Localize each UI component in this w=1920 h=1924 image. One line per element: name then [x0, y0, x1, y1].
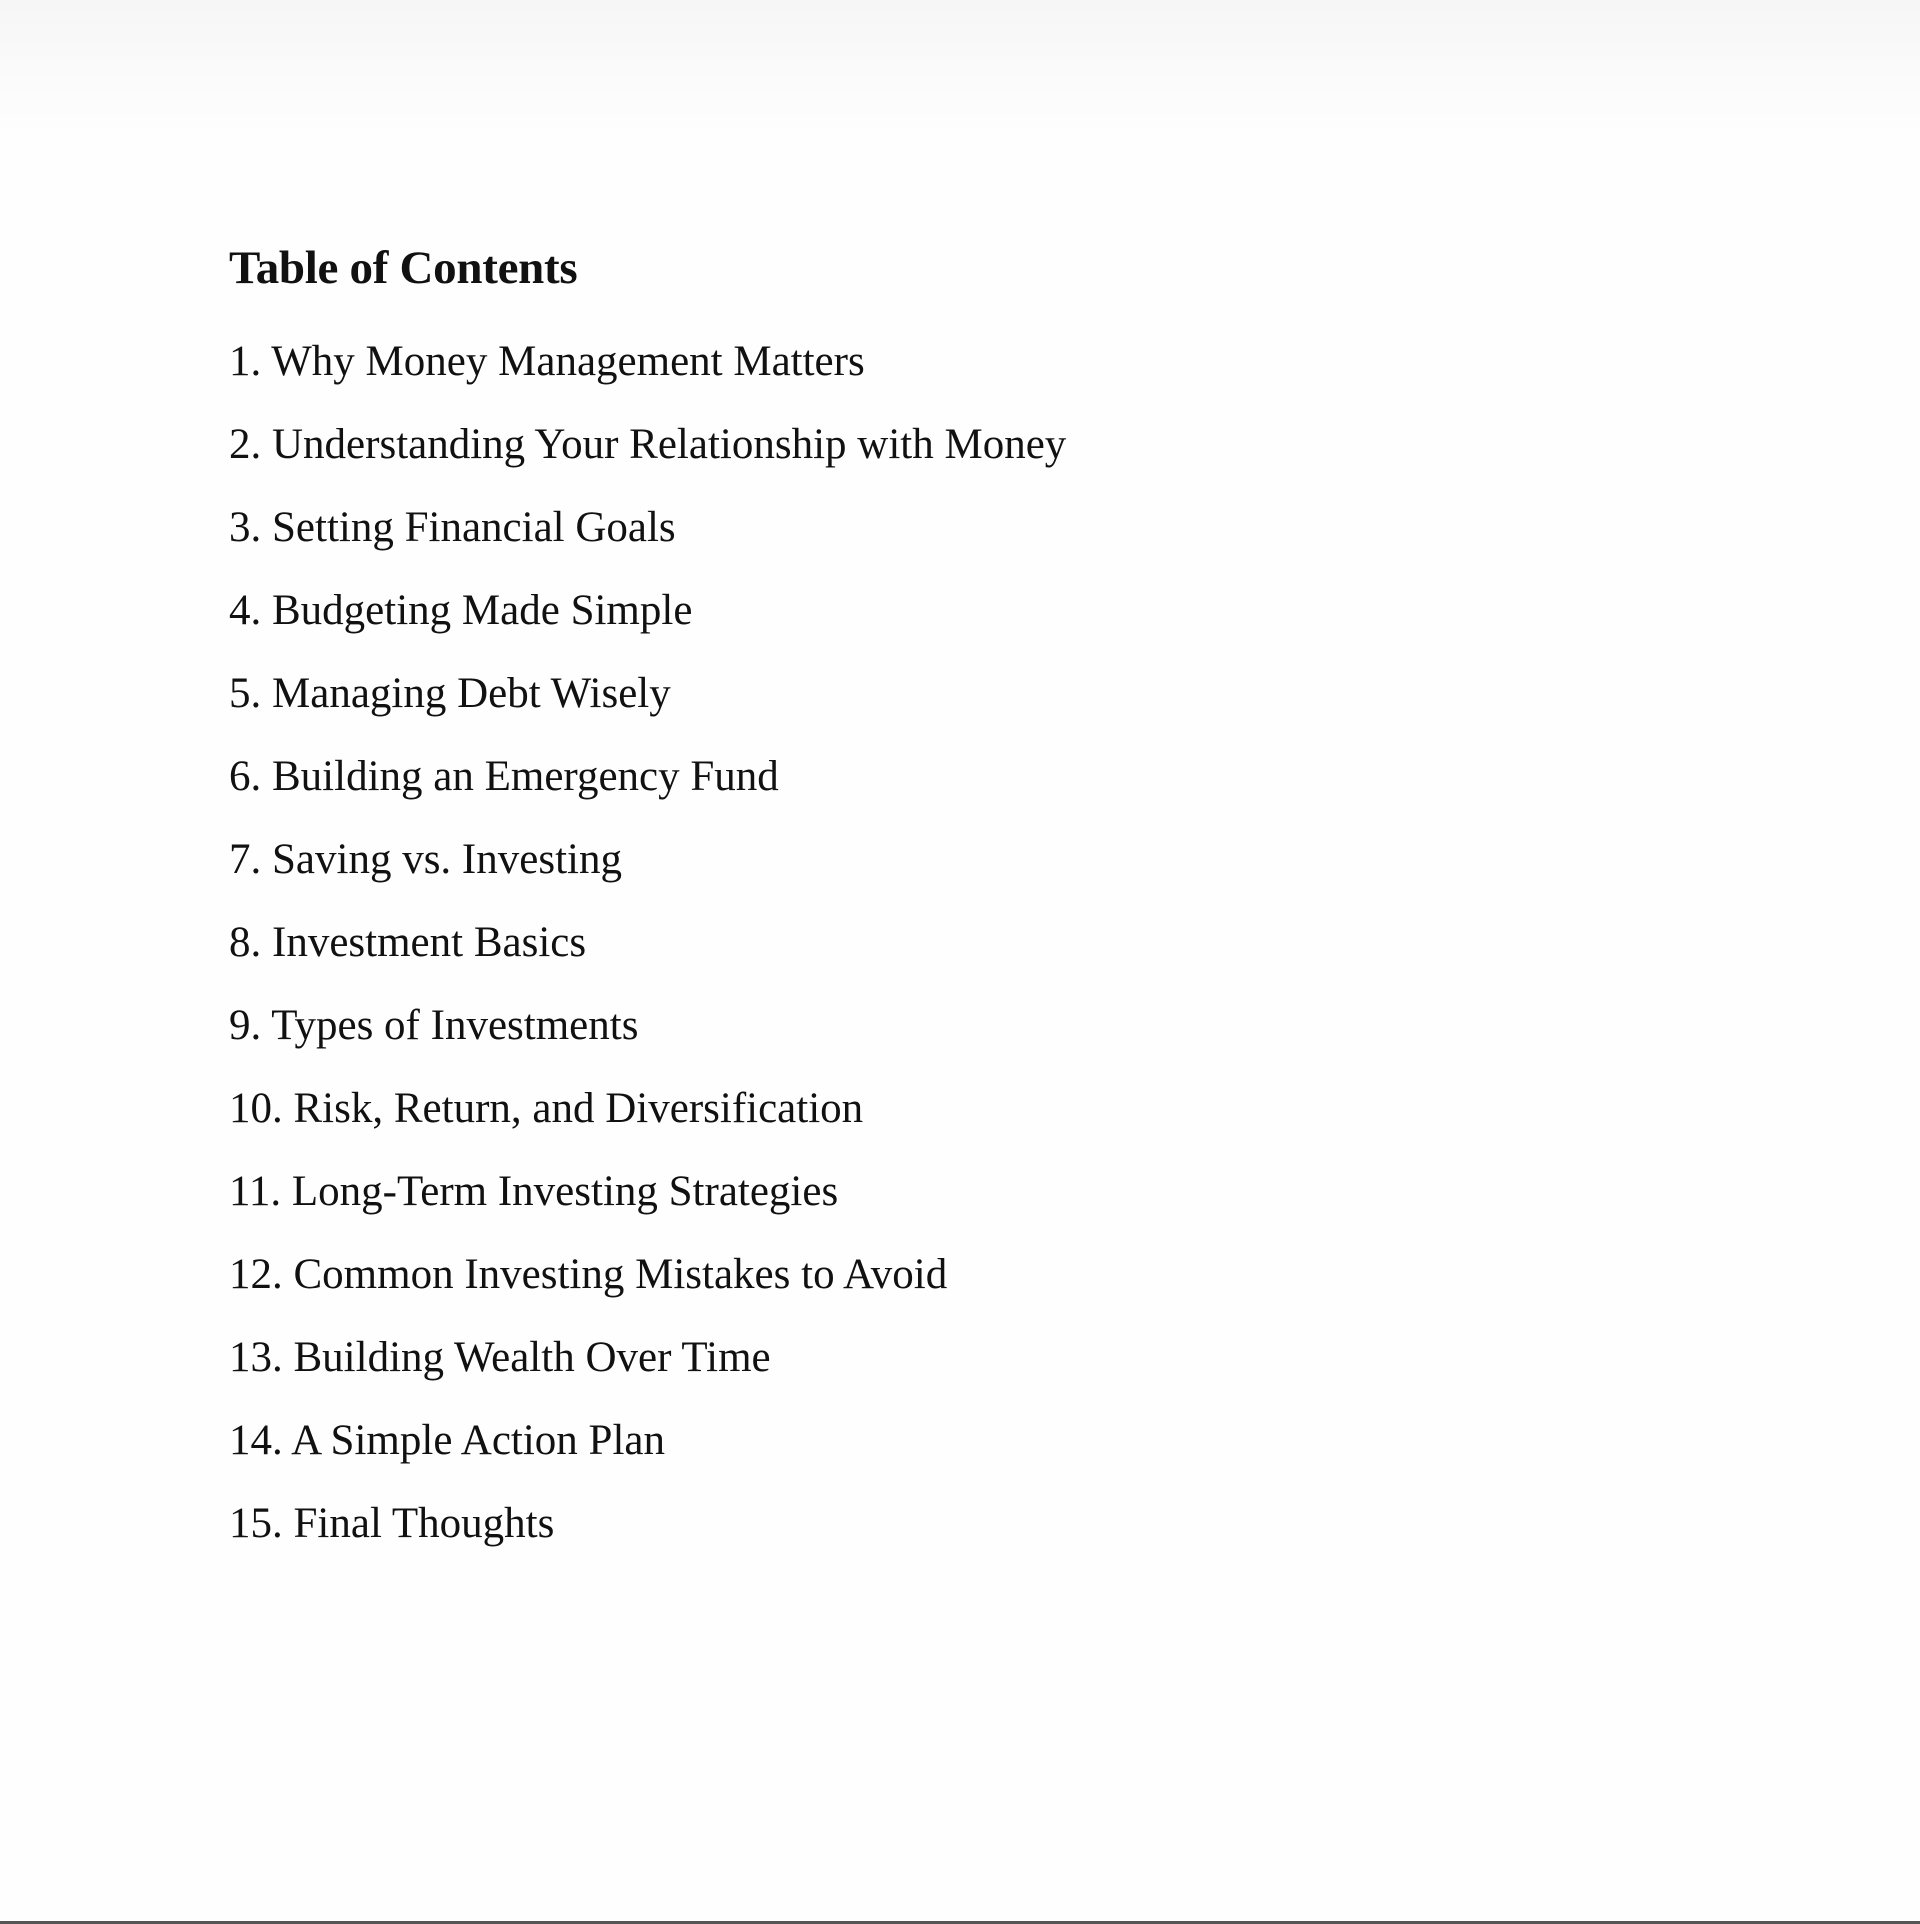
- toc-item: 4. Budgeting Made Simple: [229, 587, 693, 634]
- toc-item: 2. Understanding Your Relationship with Money: [229, 421, 1067, 468]
- toc-item: 10. Risk, Return, and Diversification: [229, 1085, 864, 1132]
- top-shadow: [0, 0, 1920, 140]
- toc-item: 13. Building Wealth Over Time: [229, 1334, 771, 1381]
- toc-title: Table of Contents: [229, 242, 578, 294]
- toc-item: 15. Final Thoughts: [229, 1500, 555, 1547]
- toc-item: 8. Investment Basics: [229, 919, 587, 966]
- toc-item: 9. Types of Investments: [229, 1002, 639, 1049]
- toc-item: 14. A Simple Action Plan: [229, 1417, 666, 1464]
- toc-item: 11. Long-Term Investing Strategies: [229, 1168, 839, 1215]
- table-of-contents: [229, 238, 1066, 1565]
- toc-item: 12. Common Investing Mistakes to Avoid: [229, 1251, 948, 1298]
- toc-item: 7. Saving vs. Investing: [229, 836, 622, 883]
- toc-item: 6. Building an Emergency Fund: [229, 753, 779, 800]
- toc-item: 1. Why Money Management Matters: [229, 338, 865, 385]
- toc-item: 3. Setting Financial Goals: [229, 504, 676, 551]
- toc-item: 5. Managing Debt Wisely: [229, 670, 671, 717]
- toc-list: [229, 320, 1066, 1565]
